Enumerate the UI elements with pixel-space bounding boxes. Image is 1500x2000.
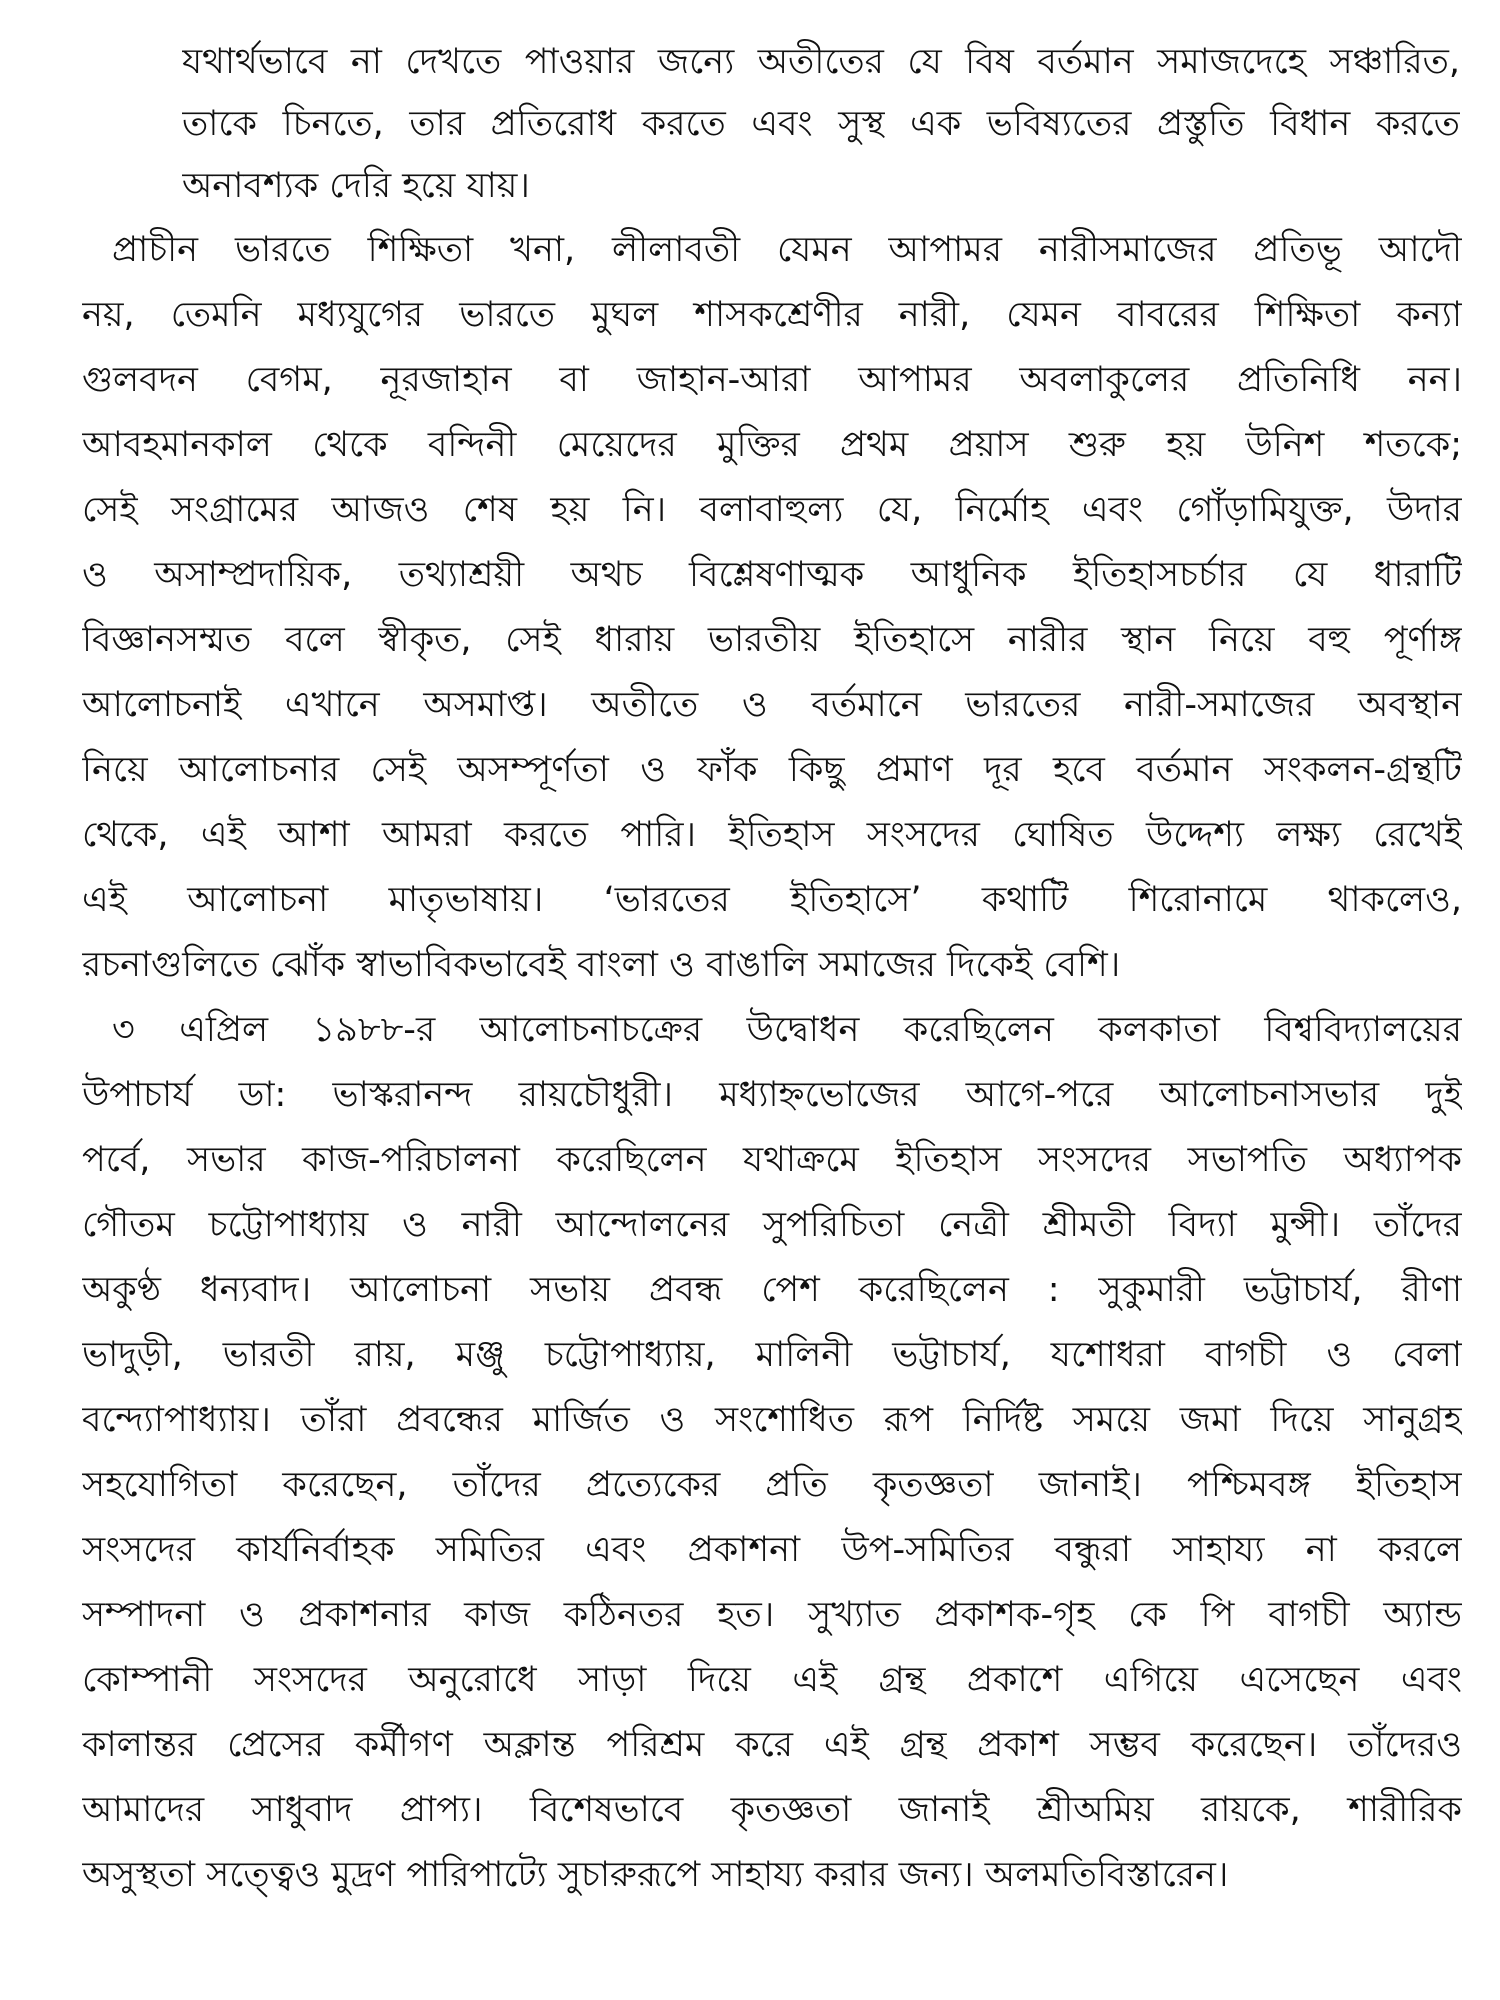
text-line: এই আলোচনা মাতৃভাষায়। ‘ভারতের ইতিহাসে’ কথাটি শিরোনামে থাকলেও, (82, 880, 1462, 920)
text-line: পর্বে, সভার কাজ-পরিচালনা করেছিলেন যথাক্রমে ইতিহাস সংসদের সভাপতি অধ্যাপক (82, 1140, 1462, 1180)
text-line: তাকে চিনতে, তার প্রতিরোধ করতে এবং সুস্থ এক ভবিষ্যতের প্রস্তুতি বিধান করতে (182, 104, 1460, 144)
text-line: ও অসাম্প্রদায়িক, তথ্যাশ্রয়ী অথচ বিশ্লেষণাত্মক আধুনিক ইতিহাসচর্চার যে ধারাটি (82, 555, 1462, 595)
text-line: অনাবশ্যক দেরি হয়ে যায়। (182, 166, 530, 206)
paragraph-first-line: ৩ এপ্রিল ১৯৮৮-র আলোচনাচক্রের উদ্বোধন করেছিলেন কলকাতা বিশ্ববিদ্যালয়ের (112, 1010, 1462, 1050)
text-line: থেকে, এই আশা আমরা করতে পারি। ইতিহাস সংসদের ঘোষিত উদ্দেশ্য লক্ষ্য রেখেই (82, 815, 1462, 855)
paragraph-first-line: প্রাচীন ভারতে শিক্ষিতা খনা, লীলাবতী যেমন আপামর নারীসমাজের প্রতিভূ আদৌ (112, 230, 1462, 270)
text-line: বিজ্ঞানসম্মত বলে স্বীকৃত, সেই ধারায় ভারতীয় ইতিহাসে নারীর স্থান নিয়ে বহু পূর্ণাঙ্গ (82, 620, 1462, 660)
text-line: ভাদুড়ী, ভারতী রায়, মঞ্জু চট্টোপাধ্যায়, মালিনী ভট্টাচার্য, যশোধরা বাগচী ও বেলা (82, 1335, 1462, 1375)
text-line: সেই সংগ্রামের আজও শেষ হয় নি। বলাবাহুল্য যে, নির্মোহ এবং গোঁড়ামিযুক্ত, উদার (82, 490, 1462, 530)
text-line: রচনাগুলিতে ঝোঁক স্বাভাবিকভাবেই বাংলা ও বাঙালি সমাজের দিকেই বেশি। (82, 945, 1121, 985)
text-line: আলোচনাই এখানে অসমাপ্ত। অতীতে ও বর্তমানে ভারতের নারী-সমাজের অবস্থান (82, 685, 1462, 725)
text-line: আমাদের সাধুবাদ প্রাপ্য। বিশেষভাবে কৃতজ্ঞতা জানাই শ্রীঅমিয় রায়কে, শারীরিক (82, 1790, 1462, 1830)
text-line: আবহমানকাল থেকে বন্দিনী মেয়েদের মুক্তির প্রথম প্রয়াস শুরু হয় উনিশ শতকে; (82, 425, 1462, 465)
text-line: উপাচার্য ডা: ভাস্করানন্দ রায়চৌধুরী। মধ্যাহ্নভোজের আগে-পরে আলোচনাসভার দুই (82, 1075, 1462, 1115)
text-line: সহযোগিতা করেছেন, তাঁদের প্রত্যেকের প্রতি কৃতজ্ঞতা জানাই। পশ্চিমবঙ্গ ইতিহাস (82, 1465, 1462, 1505)
text-line: অকুণ্ঠ ধন্যবাদ। আলোচনা সভায় প্রবন্ধ পেশ করেছিলেন : সুকুমারী ভট্টাচার্য, রীণা (82, 1270, 1462, 1310)
text-line: বন্দ্যোপাধ্যায়। তাঁরা প্রবন্ধের মার্জিত ও সংশোধিত রূপ নির্দিষ্ট সময়ে জমা দিয়ে সানুগ্রহ (82, 1400, 1462, 1440)
text-line: সংসদের কার্যনির্বাহক সমিতির এবং প্রকাশনা উপ-সমিতির বন্ধুরা সাহায্য না করলে (82, 1530, 1462, 1570)
text-line: সম্পাদনা ও প্রকাশনার কাজ কঠিনতর হত। সুখ্যাত প্রকাশক-গৃহ কে পি বাগচী অ্যান্ড (82, 1595, 1462, 1635)
text-line: কোম্পানী সংসদের অনুরোধে সাড়া দিয়ে এই গ্রন্থ প্রকাশে এগিয়ে এসেছেন এবং (82, 1660, 1462, 1700)
text-line: নিয়ে আলোচনার সেই অসম্পূর্ণতা ও ফাঁক কিছু প্রমাণ দূর হবে বর্তমান সংকলন-গ্রন্থটি (82, 750, 1462, 790)
text-line: নয়, তেমনি মধ্যযুগের ভারতে মুঘল শাসকশ্রেণীর নারী, যেমন বাবরের শিক্ষিতা কন্যা (82, 295, 1462, 335)
text-line: অসুস্থতা সত্ত্বেও মুদ্রণ পারিপাট্যে সুচারুরূপে সাহায্য করার জন্য। অলমতিবিস্তারেন। (82, 1855, 1229, 1895)
text-line: গুলবদন বেগম, নূরজাহান বা জাহান-আরা আপামর অবলাকুলের প্রতিনিধি নন। (82, 360, 1462, 400)
text-line: যথার্থভাবে না দেখতে পাওয়ার জন্যে অতীতের যে বিষ বর্তমান সমাজদেহে সঞ্চারিত, (182, 42, 1460, 82)
text-line: গৌতম চট্টোপাধ্যায় ও নারী আন্দোলনের সুপরিচিতা নেত্রী শ্রীমতী বিদ্যা মুন্সী। তাঁদের (82, 1205, 1462, 1245)
text-line: কালান্তর প্রেসের কর্মীগণ অক্লান্ত পরিশ্রম করে এই গ্রন্থ প্রকাশ সম্ভব করেছেন। তাঁদেরও (82, 1725, 1462, 1765)
